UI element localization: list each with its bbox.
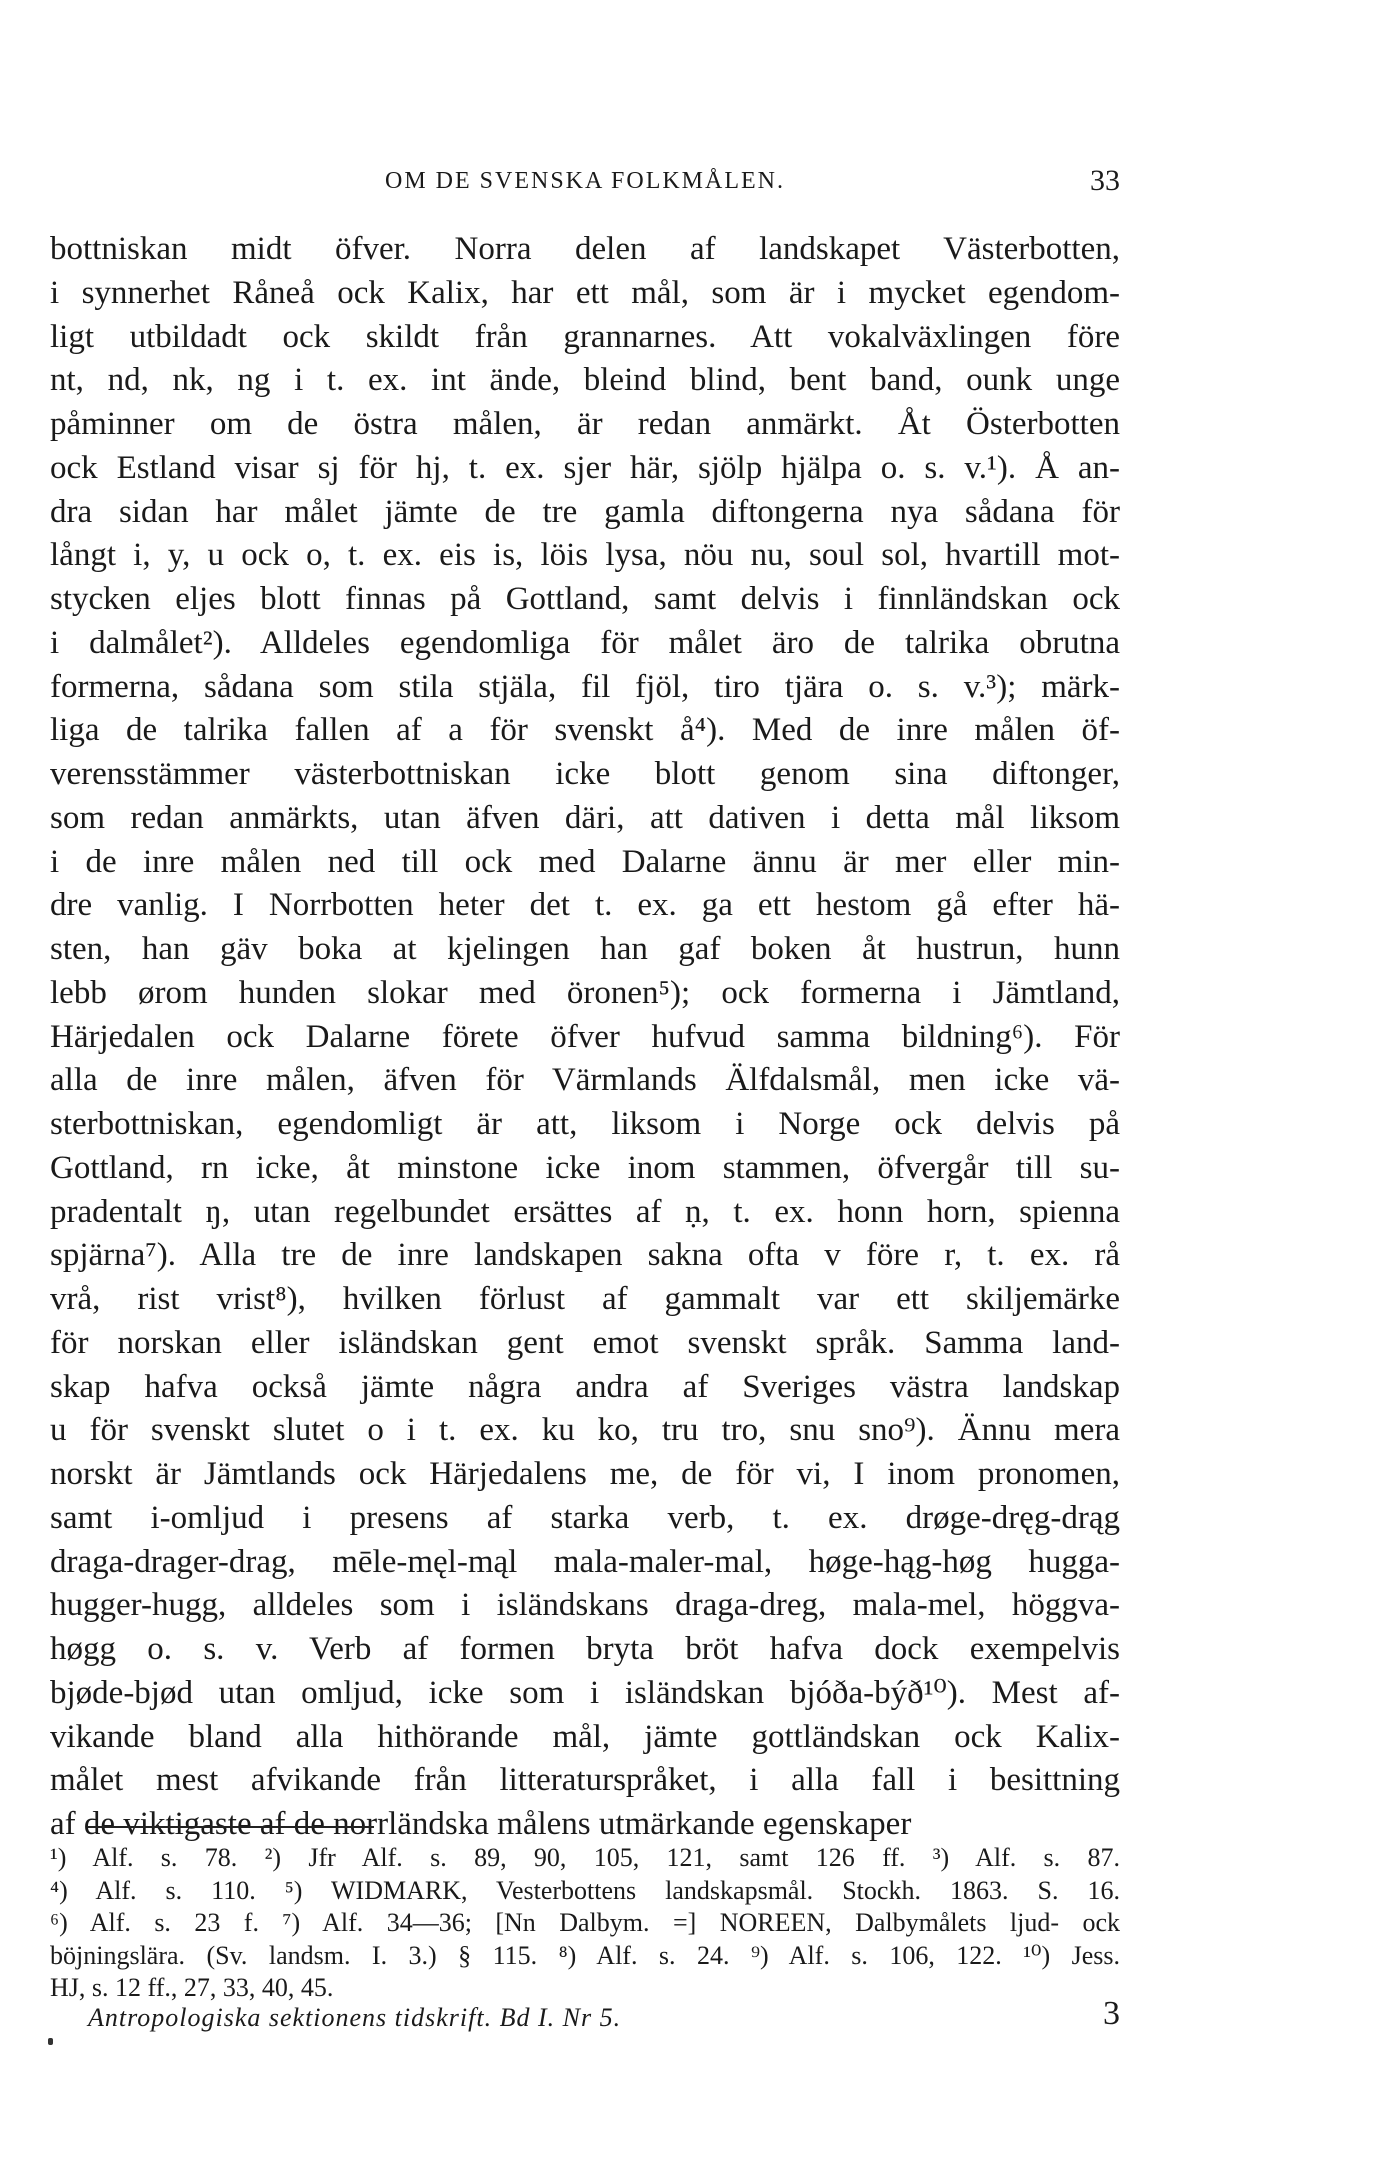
text-line: pradentalt ŋ, utan regelbundet ersättes af ṇ, t. ex. honn horn, spienna (50, 1193, 1120, 1230)
page-header (50, 164, 1120, 208)
text-line: i dalmålet²). Alldeles egendomliga för målet äro de talrika obrutna (50, 624, 1120, 661)
signature-text: Antropologiska sektionens tidskrift. Bd I. Nr 5. (88, 2003, 622, 2032)
text-line: Härjedalen ock Dalarne förete öfver hufvud samma bildning⁶). För (50, 1018, 1120, 1055)
text-line: målet mest afvikande från litteraturspråket, i alla fall i besittning (50, 1762, 1120, 1799)
text-line: vrå, rist vrist⁸), hvilken förlust af gammalt var ett skiljemärke (50, 1281, 1120, 1317)
footnote-line: ¹) Alf. s. 78. ²) Jfr Alf. s. 89, 90, 105, 121, samt 126 ff. ³) Alf. s. 87. (50, 1843, 1120, 1872)
printer-signature (88, 1995, 1120, 2043)
text-line: vikande bland alla hithörande mål, jämte gottländskan ock Kalix- (50, 1718, 1120, 1755)
footnote-line: HJ, s. 12 ff., 27, 33, 40, 45. (50, 1973, 334, 2002)
text-line: sterbottniskan, egendomligt är att, liksom i Norge ock delvis på (50, 1106, 1120, 1142)
footnote-line: ⁶) Alf. s. 23 f. ⁷) Alf. 34—36; [Nn Dalbym. =] NOREEN, Dalbymålets ljud- ock (50, 1908, 1120, 1937)
text-line: verensstämmer västerbottniskan icke blott genom sina diftonger, (50, 756, 1120, 792)
text-line: bjøde-bjød utan omljud, icke som i isländskan bjóða-býð¹⁰). Mest af- (50, 1674, 1120, 1711)
text-line: ligt utbildadt ock skildt från grannarnes. Att vokalväxlingen före (50, 318, 1120, 355)
text-line: Gottland, rn icke, åt minstone icke inom stammen, öfvergår till su- (50, 1149, 1120, 1186)
text-line: draga-drager-drag, mēle-męl-mąl mala-maler-mal, høge-hąg-høg hugga- (50, 1543, 1120, 1580)
text-line: u för svenskt slutet o i t. ex. ku ko, tru tro, snu sno⁹). Ännu mera (50, 1412, 1120, 1449)
text-line: dra sidan har målet jämte de tre gamla diftongerna nya sådana för (50, 493, 1120, 530)
text-line: bottniskan midt öfver. Norra delen af landskapet Västerbotten, (50, 231, 1120, 267)
body-text (50, 228, 1120, 1847)
text-line: hugger-hugg, alldeles som i isländskans draga-dreg, mala-mel, höggva- (50, 1587, 1120, 1624)
footnote-line: böjningslära. (Sv. landsm. I. 3.) § 115. ⁸) Alf. s. 24. ⁹) Alf. s. 106, 122. ¹⁰) Jess. (50, 1940, 1120, 1970)
text-line: formerna, sådana som stila stjäla, fil fjöl, tiro tjära o. s. v.³); märk- (50, 668, 1120, 705)
text-line: spjärna⁷). Alla tre de inre landskapen sakna ofta v före r, t. ex. rå (50, 1237, 1120, 1274)
text-line: lebb ørom hunden slokar med öronen⁵); ock formerna i Jämtland, (50, 974, 1120, 1011)
text-line: stycken eljes blott finnas på Gottland, samt delvis i finnländskan ock (50, 581, 1120, 617)
text-line: skap hafva också jämte några andra af Sveriges västra landskap (50, 1368, 1120, 1405)
text-line: liga de talrika fallen af a för svenskt å⁴). Med de inre målen öf- (50, 712, 1120, 749)
running-title: OM DE SVENSKA FOLKMÅLEN. (384, 168, 786, 194)
text-line: i de inre målen ned till ock med Dalarne ännu är mer eller min- (50, 843, 1120, 880)
footnote-divider (88, 1826, 374, 1828)
page-number: 33 (1090, 164, 1120, 197)
footnote-line: ⁴) Alf. s. 110. ⁵) WIDMARK, Vesterbottens landskapsmål. Stockh. 1863. S. 16. (50, 1875, 1120, 1905)
text-line: høgg o. s. v. Verb af formen bryta bröt hafva dock exempelvis (50, 1631, 1120, 1667)
text-line: som redan anmärkts, utan äfven däri, att dativen i detta mål liksom (50, 799, 1120, 836)
text-line: för norskan eller isländskan gent emot svenskt språk. Samma land- (50, 1324, 1120, 1361)
text-line: långt i, y, u ock o, t. ex. eis is, löis lysa, nöu nu, soul sol, hvartill mot- (50, 537, 1120, 574)
footnotes (50, 1842, 1120, 2005)
text-line: nt, nd, nk, ng i t. ex. int ände, bleind blind, bent band, ounk unge (50, 362, 1120, 399)
text-line: samt i-omljud i presens af starka verb, t. ex. drøge-dręg-drąg (50, 1499, 1120, 1536)
ink-speck (48, 2038, 53, 2045)
text-line: norskt är Jämtlands ock Härjedalens me, de för vi, I inom pronomen, (50, 1456, 1120, 1492)
text-line: sten, han gäv boka at kjelingen han gaf boken åt hustrun, hunn (50, 931, 1120, 967)
text-line: af de viktigaste af de norrländska målens utmärkande egenskaper (50, 1806, 912, 1842)
text-line: i synnerhet Råneå ock Kalix, har ett mål, som är i mycket egendom- (50, 274, 1120, 311)
text-line: dre vanlig. I Norrbotten heter det t. ex. ga ett hestom gå efter hä- (50, 887, 1120, 924)
text-line: alla de inre målen, äfven för Värmlands Älfdalsmål, men icke vä- (50, 1062, 1120, 1099)
text-line: påminner om de östra målen, är redan anmärkt. Åt Österbotten (50, 406, 1120, 442)
signature-mark: 3 (1103, 1995, 1120, 2032)
text-line: ock Estland visar sj för hj, t. ex. sjer här, sjölp hjälpa o. s. v.¹). Å an- (50, 449, 1120, 486)
